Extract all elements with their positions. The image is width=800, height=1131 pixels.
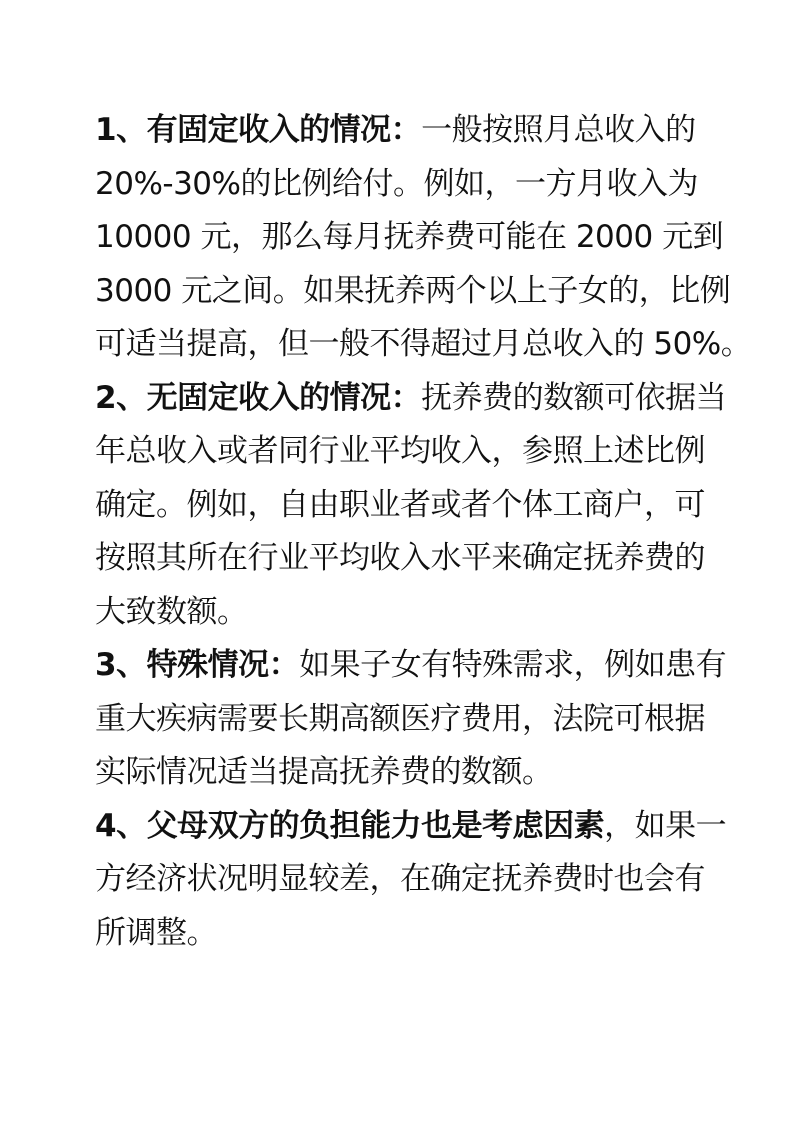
section-heading: 2、无固定收入的情况：	[95, 379, 422, 416]
text-line: 1、有固定收入的情况：一般按照月总收入的	[95, 112, 696, 148]
section-2	[95, 372, 727, 640]
document-body	[95, 104, 752, 960]
section-heading: 3、特殊情况：	[95, 647, 300, 683]
text-line: 方经济状况明显较差，在确定抚养费时也会有	[95, 861, 705, 897]
section-4	[95, 800, 727, 961]
section-3	[95, 639, 727, 800]
text-line: 4、父母双方的负担能力也是考虑因素，如果一	[95, 807, 727, 844]
text-line: 3、特殊情况：如果子女有特殊需求，例如患有	[95, 647, 727, 683]
text-line: 重大疾病需要长期高额医疗费用，法院可根据	[95, 700, 705, 737]
section-heading: 4、父母双方的负担能力也是考虑因素	[95, 807, 605, 844]
text-line: 年总收入或者同行业平均收入，参照上述比例	[95, 433, 705, 469]
section-1	[95, 104, 752, 372]
text-line: 2、无固定收入的情况：抚养费的数额可依据当	[95, 379, 727, 416]
text-line: 按照其所在行业平均收入水平来确定抚养费的	[95, 540, 705, 576]
text-line: 实际情况适当提高抚养费的数额。	[95, 754, 553, 790]
text-line: 可适当提高，但一般不得超过月总收入的 50%。	[95, 326, 752, 362]
text-line: 20%-30%的比例给付。例如，一方月收入为	[95, 165, 698, 202]
text-line: 所调整。	[95, 914, 217, 951]
text-line: 3000 元之间。如果抚养两个以上子女的，比例	[95, 272, 731, 309]
text-line: 10000 元，那么每月抚养费可能在 2000 元到	[95, 219, 724, 255]
text-line: 确定。例如，自由职业者或者个体工商户，可	[95, 486, 705, 523]
text-line: 大致数额。	[95, 593, 248, 630]
section-heading: 1、有固定收入的情况：	[95, 112, 422, 148]
